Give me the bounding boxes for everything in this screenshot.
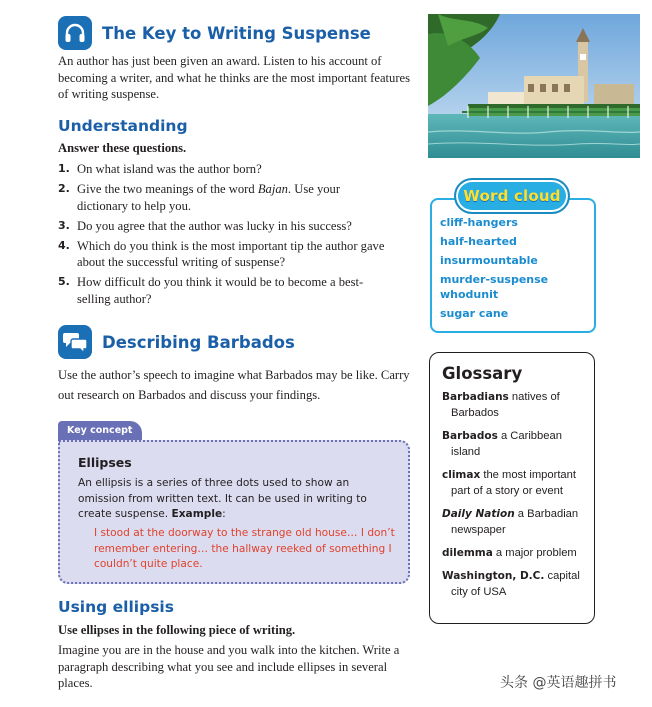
understanding-heading: Understanding <box>58 117 188 135</box>
example-label: Example <box>171 508 223 520</box>
using-ellipsis-text: Imagine you are in the house and you walk into the kitchen. Write a paragraph describing what you see and include ellipses in several places. <box>58 643 400 690</box>
question-text: Which do you think is the most important tip the author gave about the successful writing of suspense? <box>77 238 385 269</box>
word-cloud-item: half-hearted <box>440 235 517 248</box>
using-ellipsis-heading: Using ellipsis <box>58 598 174 616</box>
glossary-entry <box>442 467 590 499</box>
section-intro-barbados: Use the author’s speech to imagine what Barbados may be like. Carry out research on Barbados and discuss your findings. <box>58 368 410 402</box>
glossary-term: dilemma <box>442 547 493 559</box>
question-item <box>58 218 388 235</box>
understanding-instruction: Answer these questions. <box>58 141 187 155</box>
glossary-definition: natives of Barbados <box>451 391 560 419</box>
glossary-entry <box>442 389 590 421</box>
word-cloud-item: insurmountable <box>440 254 538 267</box>
example-colon: : <box>222 508 226 520</box>
key-concept-box <box>58 440 410 584</box>
word-cloud-item: cliff-hangers <box>440 216 518 229</box>
question-item <box>58 181 388 214</box>
key-concept-text <box>78 476 398 523</box>
glossary-entry <box>442 545 590 561</box>
question-item <box>58 161 388 178</box>
glossary-term: climax <box>442 469 481 481</box>
glossary-definition: a Barbadian newspaper <box>451 508 579 536</box>
glossary-entry <box>442 568 590 600</box>
key-concept-tab: Key concept <box>58 421 142 440</box>
question-number: 5. <box>58 275 70 288</box>
question-number: 2. <box>58 182 70 195</box>
headphones-icon <box>58 16 92 50</box>
glossary-list <box>442 389 590 607</box>
question-item <box>58 274 388 307</box>
watermark-text: 头条 @英语趣拼书 <box>500 675 617 691</box>
word-cloud-title: Word cloud <box>454 178 570 214</box>
glossary-definition: capital city of USA <box>451 570 580 598</box>
section-title-barbados: Describing Barbados <box>102 333 295 352</box>
key-concept-title: Ellipses <box>78 455 132 470</box>
barbados-photo <box>428 14 640 158</box>
word-cloud-item: sugar cane <box>440 306 509 320</box>
question-text: How difficult do you think it would be to become a best-selling author? <box>77 275 364 306</box>
glossary-definition: a major problem <box>492 547 577 559</box>
glossary-term: Barbados <box>442 430 498 442</box>
question-number: 4. <box>58 238 70 252</box>
question-number: 1. <box>58 162 70 175</box>
using-ellipsis-instruction: Use ellipses in the following piece of writing. <box>58 623 296 637</box>
glossary-box <box>429 352 595 624</box>
key-concept-example: I stood at the doorway to the strange old house… I don’t remember entering… the hallway reeked of something I couldn’t quite place. <box>94 527 395 570</box>
key-concept-definition: An ellipsis is a series of three dots used to show an omission from written text. It can be used in writing to create suspense. <box>78 477 367 520</box>
question-list <box>58 161 388 311</box>
glossary-definition: a Caribbean island <box>451 430 562 458</box>
question-text: Give the two meanings of the word <box>77 182 258 196</box>
section-title-suspense: The Key to Writing Suspense <box>102 24 371 43</box>
glossary-entry <box>442 428 590 460</box>
glossary-title: Glossary <box>442 364 523 383</box>
question-italic-word: Bajan <box>257 182 288 196</box>
glossary-term: Daily Nation <box>442 508 515 520</box>
question-text: Do you agree that the author was lucky in his success? <box>77 218 352 233</box>
glossary-definition: the most important part of a story or event <box>451 469 576 497</box>
glossary-term: Washington, D.C. <box>442 570 545 582</box>
section-intro-suspense: An author has just been given an award. Listen to his account of becoming a writer, and what he thinks are the most important features of writing suspense. <box>58 54 411 101</box>
question-number: 3. <box>58 218 70 232</box>
speech-bubbles-icon <box>58 325 92 359</box>
glossary-term: Barbadians <box>442 391 509 403</box>
question-text-end: . Use your dictionary to help you. <box>77 182 341 213</box>
word-cloud-list <box>440 216 590 326</box>
word-cloud-item: murder-suspense whodunit <box>440 273 549 301</box>
glossary-entry <box>442 506 590 538</box>
question-text: On what island was the author born? <box>77 162 262 176</box>
question-item <box>58 238 388 271</box>
